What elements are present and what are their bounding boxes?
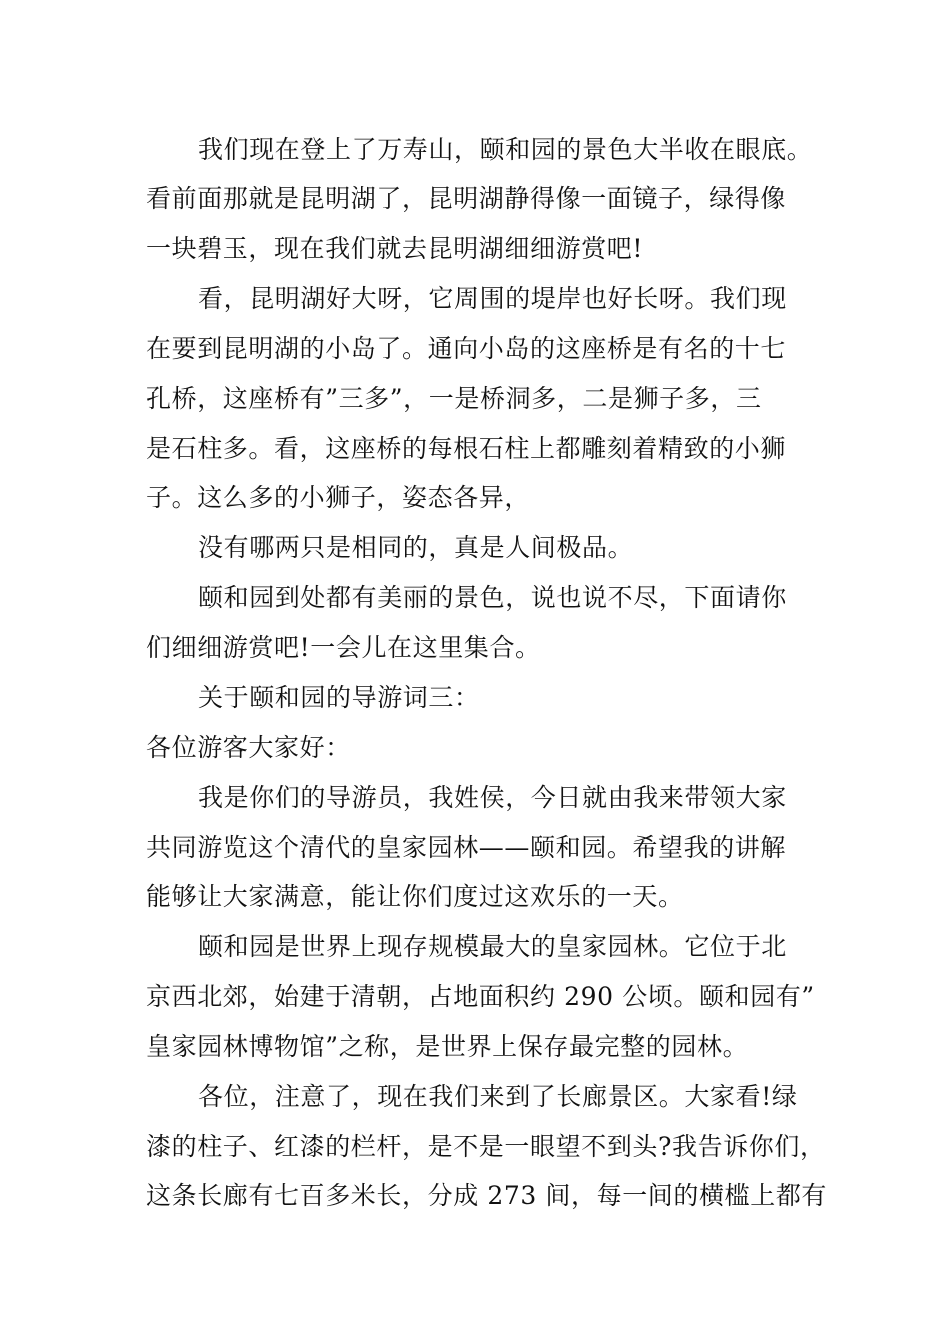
text-line: 共同游览这个清代的皇家园林——颐和园。希望我的讲解 [146,833,787,862]
text-line: 看前面那就是昆明湖了，昆明湖静得像一面镜子，绿得像 [146,184,787,213]
text-line: 一块碧玉，现在我们就去昆明湖细细游赏吧! [146,234,644,263]
text-line: 我是你们的导游员，我姓侯，今日就由我来带领大家 [198,783,787,812]
text-line: 京西北郊，始建于清朝，占地面积约 290 公顷。颐和园有” [146,982,815,1011]
section-heading: 关于颐和园的导游词三： [198,683,480,712]
text-line: 颐和园到处都有美丽的景色，说也说不尽，下面请你 [198,583,787,612]
text-line: 这条长廊有七百多米长，分成 273 间，每一间的横槛上都有 [146,1181,828,1210]
text-line: 孔桥，这座桥有”三多”，一是桥洞多，二是狮子多，三 [146,384,762,413]
text-line: 在要到昆明湖的小岛了。通向小岛的这座桥是有名的十七 [146,334,787,363]
text-line: 没有哪两只是相同的，真是人间极品。 [198,533,634,562]
text-line: 我们现在登上了万寿山，颐和园的景色大半收在眼底。 [198,135,813,164]
text-line: 漆的柱子、红漆的栏杆，是不是一眼望不到头?我告诉你们， [146,1132,826,1161]
text-line: 看，昆明湖好大呀，它周围的堤岸也好长呀。我们现 [198,284,787,313]
text-line: 能够让大家满意，能让你们度过这欢乐的一天。 [146,882,684,911]
text-line: 各位，注意了，现在我们来到了长廊景区。大家看!绿 [198,1082,798,1111]
text-line: 子。这么多的小狮子，姿态各异， [146,483,531,512]
text-line: 皇家园林博物馆”之称，是世界上保存最完整的园林。 [146,1032,749,1061]
text-line: 颐和园是世界上现存规模最大的皇家园林。它位于北 [198,932,787,961]
text-line: 们细细游赏吧!一会儿在这里集合。 [146,633,541,662]
greeting-line: 各位游客大家好： [146,733,351,762]
text-line: 是石柱多。看，这座桥的每根石柱上都雕刻着精致的小狮 [146,434,787,463]
